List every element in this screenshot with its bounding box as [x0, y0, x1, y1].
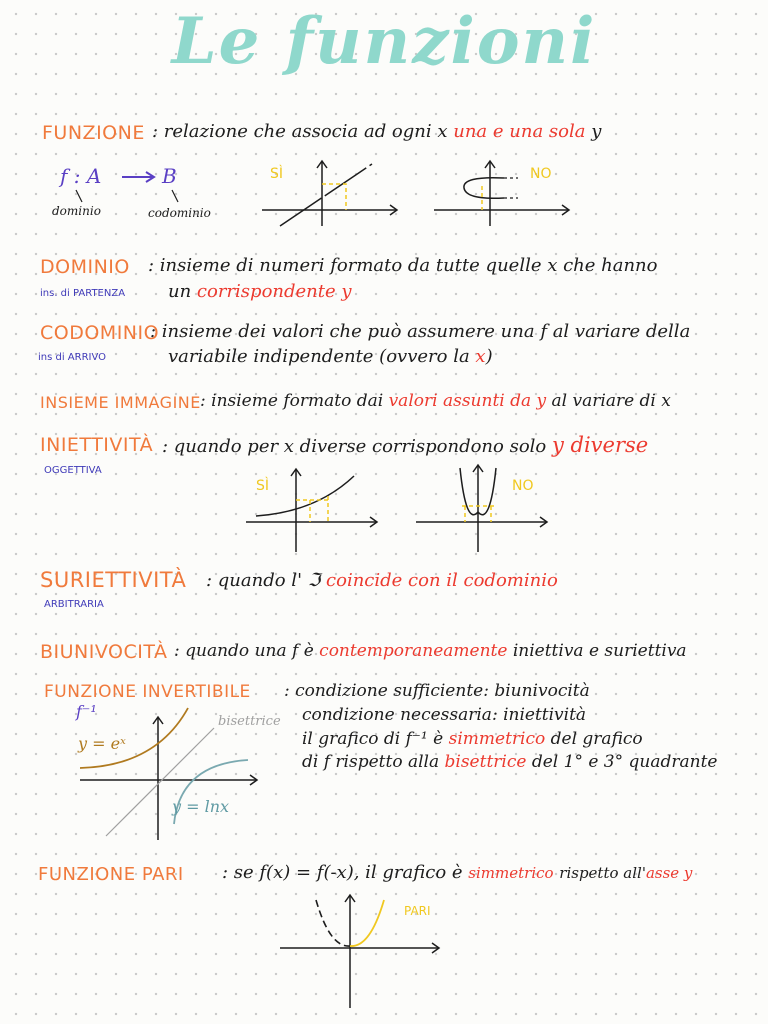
f-a-label: f : A — [60, 164, 102, 188]
invertibile-line3b: simmetrico — [448, 729, 546, 749]
f-inverse-label: f⁻¹ — [76, 702, 97, 721]
dominio-line2b: corrispondente y — [196, 281, 352, 302]
biunivocita-def-a: : quando una f è — [174, 641, 314, 661]
graph-injective-no — [416, 462, 556, 556]
iniettivita-term: INIETTIVITÀ — [40, 434, 154, 456]
si-label-1: SÌ — [270, 166, 284, 182]
suriettivita-def-b: coincide con il codominio — [326, 570, 558, 591]
iniettivita-sub: OGGETTIVA — [44, 465, 102, 476]
dominio-line2 — [168, 281, 352, 302]
immagine-def-a: : insieme formato dai — [200, 391, 384, 411]
invertibile-cond1: : condizione sufficiente: biunivocità — [284, 681, 590, 701]
immagine-def-c: al variare di x — [551, 391, 671, 411]
graph-function-yes — [262, 158, 402, 228]
immagine-def-b: valori assunti da y — [388, 391, 547, 411]
invertibile-line4a: di f rispetto alla — [302, 752, 440, 772]
codominio-line2 — [168, 346, 493, 367]
b-label: B — [162, 164, 177, 188]
graph-injective-yes — [246, 466, 386, 556]
funzione-term: FUNZIONE — [42, 122, 145, 144]
invertibile-term: FUNZIONE INVERTIBILE — [44, 682, 251, 702]
biunivocita-def-b: contemporaneamente — [319, 641, 508, 661]
codominio-line2b: x — [475, 346, 486, 367]
codominio-line1: : insieme dei valori che può assumere una f al variare della — [150, 321, 691, 342]
iniettivita-def — [162, 433, 648, 457]
no-label-1: NO — [530, 166, 552, 182]
funzione-def-a: : relazione che associa ad ogni x — [152, 121, 448, 142]
iniettivita-def-a: : quando per x diverse corrispondono solo — [162, 436, 547, 457]
dominio-sub: ins. di PARTENZA — [40, 288, 126, 299]
dominio-line2a: un — [168, 281, 192, 302]
dominio-term: DOMINIO — [40, 256, 130, 278]
pari-def-d: asse y — [645, 864, 693, 882]
invertibile-line4b: bisettrice — [444, 752, 527, 772]
biunivocita-def-c: iniettiva e suriettiva — [512, 641, 687, 661]
invertibile-line4c: del 1° e 3° quadrante — [531, 752, 718, 772]
pari-def-c: rispetto all' — [559, 864, 646, 882]
arrow-icon — [122, 170, 162, 184]
exp-label: y = eˣ — [78, 734, 126, 753]
label-arrows — [60, 188, 200, 204]
suriettivita-sub: ARBITRARIA — [44, 599, 104, 610]
codominio-term: CODOMINIO — [40, 322, 160, 344]
codominio-sub: ins di ARRIVO — [38, 352, 107, 363]
page-title: Le funzioni — [171, 4, 597, 79]
suriettivita-def — [206, 570, 558, 591]
suriettivita-term: SURIETTIVITÀ — [40, 568, 187, 592]
immagine-def — [200, 391, 671, 411]
pari-def-a: : se f(x) = f(-x), il grafico è — [222, 862, 463, 883]
graph-even — [278, 892, 448, 1012]
pari-term: FUNZIONE PARI — [38, 864, 184, 885]
graph-function-no — [434, 158, 574, 228]
invertibile-cond2: condizione necessaria: iniettività — [302, 705, 587, 725]
suriettivita-def-a: : quando l' ℑ — [206, 570, 321, 591]
codominio-caption: codominio — [148, 206, 211, 220]
funzione-def-b: una e una sola — [453, 121, 586, 142]
funzione-def-c: y — [591, 121, 602, 142]
pari-def-b: simmetrico — [468, 864, 554, 882]
immagine-term: INSIEME IMMAGINE — [40, 393, 201, 412]
invertibile-line3a: il grafico di f⁻¹ è — [302, 729, 444, 749]
no-label-2: NO — [512, 478, 534, 494]
biunivocita-term: BIUNIVOCITÀ — [40, 641, 168, 663]
dominio-caption: dominio — [52, 204, 101, 218]
iniettivita-def-b: y diverse — [551, 433, 649, 457]
codominio-line2a: variabile indipendente (ovvero la — [168, 346, 470, 367]
pari-tag: PARI — [404, 904, 431, 918]
invertibile-line3 — [302, 729, 643, 749]
biunivocita-def — [174, 641, 687, 661]
si-label-2: SÌ — [256, 478, 270, 494]
codominio-line2c: ) — [485, 346, 493, 367]
funzione-def — [152, 121, 601, 142]
dominio-line1: : insieme di numeri formato da tutte quelle x che hanno — [148, 255, 658, 276]
bisettrice-label: bisettrice — [218, 714, 281, 729]
invertibile-line3c: del grafico — [550, 729, 643, 749]
pari-def — [222, 862, 692, 883]
invertibile-line4 — [302, 752, 717, 772]
ln-label: y = lnx — [172, 797, 230, 816]
